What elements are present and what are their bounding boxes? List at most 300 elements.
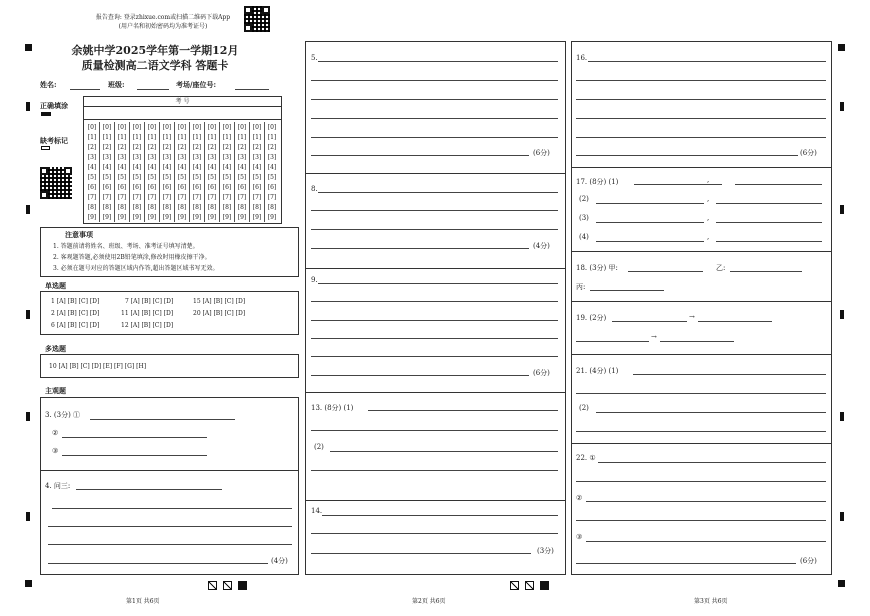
note-item: 3. 必须在题号对应的答题区域内作答,超出答题区域书写无效。 xyxy=(53,265,219,272)
q19-label: 19. (2分) xyxy=(576,314,607,322)
q5-label: 5. xyxy=(311,54,318,62)
side-mark xyxy=(26,102,30,111)
q16-answer-line[interactable] xyxy=(576,99,826,100)
q9-answer-line[interactable] xyxy=(318,283,558,284)
exam-digit-bubble[interactable]: [1] xyxy=(130,132,145,142)
exam-digit-bubble[interactable]: [0] xyxy=(115,122,130,132)
q13-answer-line[interactable] xyxy=(311,430,558,431)
side-mark xyxy=(26,512,30,521)
q21-answer-line[interactable] xyxy=(576,431,826,432)
exam-digit-bubble[interactable]: [1] xyxy=(87,133,97,141)
q3-answer-line[interactable] xyxy=(62,455,207,456)
exam-digit-bubble[interactable]: [7] xyxy=(220,192,235,202)
class-field[interactable] xyxy=(137,89,169,90)
q5-score: (6分) xyxy=(533,149,550,157)
exam-digit-bubble[interactable]: [1] xyxy=(100,132,115,142)
q9-answer-line[interactable] xyxy=(311,301,558,302)
exam-digit-bubble[interactable]: [3] xyxy=(175,152,190,162)
q16-answer-line[interactable] xyxy=(588,61,826,62)
q4-answer-line[interactable] xyxy=(48,544,292,545)
page-number-3: 第3页 共6页 xyxy=(694,598,728,605)
exam-digit-bubble[interactable]: [0] xyxy=(235,122,250,132)
q22-answer-line[interactable] xyxy=(586,501,826,502)
exam-digit-bubble[interactable]: [8] xyxy=(250,202,265,212)
exam-digit-bubble[interactable]: [5] xyxy=(190,172,205,182)
exam-digit-bubble[interactable]: [0] xyxy=(100,122,115,132)
q22-score: (6分) xyxy=(800,557,817,565)
room-field[interactable] xyxy=(235,89,269,90)
exam-digit-bubble[interactable]: [6] xyxy=(190,182,205,192)
q8-label: 8. xyxy=(311,185,318,193)
exam-number-grid xyxy=(83,96,282,224)
exam-digit-bubble[interactable]: [7] xyxy=(145,192,160,202)
exam-digit-bubble[interactable]: [3] xyxy=(250,152,265,162)
q5-answer-line[interactable] xyxy=(311,155,529,156)
side-mark xyxy=(26,310,30,319)
exam-digit-bubble[interactable]: [7] xyxy=(115,192,130,202)
exam-digit-bubble[interactable]: [6] xyxy=(100,182,115,192)
side-mark xyxy=(26,205,30,214)
side-mark xyxy=(26,412,30,421)
exam-digit-bubble[interactable]: [5] xyxy=(145,172,160,182)
exam-digit-row xyxy=(85,132,279,142)
exam-digit-bubble[interactable]: [4] xyxy=(220,162,235,172)
exam-digit-bubble[interactable]: [9] xyxy=(87,213,97,221)
q17-answer-line[interactable] xyxy=(634,184,722,185)
page-marker-box xyxy=(525,581,534,590)
registration-mark xyxy=(25,580,32,587)
exam-digit-bubble[interactable]: [3] xyxy=(190,152,205,162)
exam-digit-bubble[interactable]: [7] xyxy=(205,192,220,202)
q17-label: 17. (8分) (1) xyxy=(576,178,619,186)
exam-digit-bubble[interactable]: [5] xyxy=(205,172,220,182)
q17-sub2-label: (2) xyxy=(579,195,589,203)
exam-digit-bubble[interactable]: [8] xyxy=(160,202,175,212)
exam-digit-bubble[interactable]: [4] xyxy=(235,162,250,172)
exam-digit-bubble[interactable]: [8] xyxy=(190,202,205,212)
exam-digit-bubble[interactable]: [3] xyxy=(160,152,175,162)
exam-digit-bubble[interactable]: [6] xyxy=(250,182,265,192)
q18-answer-line[interactable] xyxy=(628,271,703,272)
exam-digit-bubble[interactable]: [8] xyxy=(145,202,160,212)
side-mark xyxy=(840,412,844,421)
exam-number-write-row[interactable] xyxy=(84,107,281,120)
q3-answer-line[interactable] xyxy=(62,437,207,438)
absent-mark-box[interactable] xyxy=(41,146,50,150)
exam-digit-bubble[interactable]: [7] xyxy=(235,192,250,202)
exam-digit-bubble[interactable]: [8] xyxy=(100,202,115,212)
exam-digit-bubble[interactable]: [6] xyxy=(130,182,145,192)
exam-digit-row xyxy=(85,152,279,162)
exam-digit-bubble[interactable]: [3] xyxy=(205,152,220,162)
exam-digit-bubble[interactable]: [3] xyxy=(115,152,130,162)
q18-yi-label: 乙: xyxy=(716,264,726,272)
q8-answer-line[interactable] xyxy=(318,192,558,193)
exam-digit-bubble[interactable]: [6] xyxy=(235,182,250,192)
q22-answer-line[interactable] xyxy=(576,481,826,482)
page-subtitle: 质量检测高二语文学科 答题卡 xyxy=(81,59,229,72)
q18-bing-label: 丙: xyxy=(576,283,586,291)
exam-digit-bubble[interactable]: [2] xyxy=(190,142,205,152)
q14-label: 14. xyxy=(311,507,323,515)
exam-digit-bubble[interactable]: [4] xyxy=(190,162,205,172)
exam-digit-bubble[interactable]: [3] xyxy=(235,152,250,162)
q16-answer-line[interactable] xyxy=(576,137,826,138)
exam-digit-bubble[interactable]: [1] xyxy=(265,132,280,142)
exam-digit-bubble[interactable]: [4] xyxy=(205,162,220,172)
note-item: 2. 客观题答题,必须使用2B铅笔填涂,修改时用橡皮擦干净。 xyxy=(53,254,211,261)
choice-row[interactable]: 10 [A] [B] [C] [D] [E] [F] [G] [H] xyxy=(49,363,147,370)
exam-digit-bubble[interactable]: [5] xyxy=(265,172,280,182)
exam-digit-bubble[interactable]: [0] xyxy=(87,123,97,131)
notes-title: 注意事项 xyxy=(65,230,93,239)
choice-row[interactable]: 1 [A] [B] [C] [D] xyxy=(51,298,100,305)
exam-digit-bubble[interactable]: [4] xyxy=(100,162,115,172)
exam-digit-bubble[interactable]: [1] xyxy=(220,132,235,142)
q17-answer-line[interactable] xyxy=(596,241,704,242)
side-mark xyxy=(840,205,844,214)
page-title: 余姚中学2025学年第一学期12月 xyxy=(71,44,239,57)
exam-digit-bubble[interactable]: [8] xyxy=(175,202,190,212)
q5-answer-line[interactable] xyxy=(311,99,558,100)
q8-answer-line[interactable] xyxy=(311,210,558,211)
q19-answer-line[interactable] xyxy=(698,321,772,322)
exam-digit-bubble[interactable]: [7] xyxy=(100,192,115,202)
exam-digit-row xyxy=(85,202,279,212)
exam-digit-bubble[interactable]: [5] xyxy=(115,172,130,182)
q19-answer-line[interactable] xyxy=(576,341,649,342)
page-marker-box xyxy=(208,581,217,590)
q17-answer-line[interactable] xyxy=(596,222,704,223)
exam-digit-bubble[interactable]: [5] xyxy=(175,172,190,182)
registration-mark xyxy=(838,580,845,587)
exam-digit-bubble[interactable]: [4] xyxy=(250,162,265,172)
page-marker-box xyxy=(540,581,549,590)
q8-answer-line[interactable] xyxy=(311,229,558,230)
exam-digit-bubble[interactable]: [2] xyxy=(87,143,97,151)
exam-digit-bubble[interactable]: [9] xyxy=(265,212,280,222)
exam-digit-bubble[interactable]: [9] xyxy=(235,212,250,222)
exam-digit-bubble[interactable]: [3] xyxy=(130,152,145,162)
exam-digit-bubble[interactable]: [7] xyxy=(265,192,280,202)
q5-answer-line[interactable] xyxy=(311,80,558,81)
exam-digit-bubble[interactable]: [0] xyxy=(130,122,145,132)
exam-digit-bubble[interactable]: [2] xyxy=(235,142,250,152)
q3-sub3-label: ③ xyxy=(52,447,59,455)
password-notice: (用户名和初始密码均为准考证号) xyxy=(118,23,208,30)
q16-answer-line[interactable] xyxy=(576,80,826,81)
side-mark xyxy=(840,102,844,111)
q4-answer-line[interactable] xyxy=(52,508,292,509)
exam-digit-row xyxy=(85,162,279,172)
exam-digit-bubble[interactable]: [9] xyxy=(130,212,145,222)
exam-digit-bubble[interactable]: [3] xyxy=(100,152,115,162)
exam-digit-bubble[interactable]: [7] xyxy=(160,192,175,202)
registration-mark xyxy=(838,44,845,51)
exam-digit-bubble[interactable]: [2] xyxy=(115,142,130,152)
q17-answer-line[interactable] xyxy=(716,241,822,242)
q17-comma: , xyxy=(707,176,710,184)
exam-digit-bubble[interactable]: [4] xyxy=(175,162,190,172)
exam-digit-bubble[interactable]: [1] xyxy=(190,132,205,142)
q16-answer-line[interactable] xyxy=(576,155,798,156)
q9-answer-line[interactable] xyxy=(311,320,558,321)
answer-column-3 xyxy=(571,41,832,575)
exam-digit-bubble[interactable]: [9] xyxy=(145,212,160,222)
answer-column-2 xyxy=(305,41,566,575)
exam-digit-bubble[interactable]: [5] xyxy=(100,172,115,182)
q14-answer-line[interactable] xyxy=(322,515,558,516)
choice-row[interactable]: 15 [A] [B] [C] [D] xyxy=(193,298,246,305)
subjective-panel-1 xyxy=(40,397,299,575)
exam-digit-bubble[interactable]: [8] xyxy=(115,202,130,212)
q17-comma: , xyxy=(707,214,710,222)
choice-row[interactable]: 11 [A] [B] [C] [D] xyxy=(121,310,174,317)
page-number-2: 第2页 共6页 xyxy=(412,598,446,605)
exam-digit-row xyxy=(85,182,279,192)
exam-digit-bubble[interactable]: [0] xyxy=(145,122,160,132)
exam-digit-bubble[interactable]: [2] xyxy=(130,142,145,152)
q18-answer-line[interactable] xyxy=(730,271,802,272)
q13-label: 13. (8分) (1) xyxy=(311,404,354,412)
exam-digit-bubble[interactable]: [4] xyxy=(115,162,130,172)
page-marker-box xyxy=(510,581,519,590)
exam-digit-bubble[interactable]: [8] xyxy=(87,203,97,211)
q21-answer-line[interactable] xyxy=(596,412,826,413)
exam-digit-bubble[interactable]: [0] xyxy=(190,122,205,132)
q18-label: 18. (3分) 甲: xyxy=(576,264,618,272)
exam-digit-bubble[interactable]: [8] xyxy=(235,202,250,212)
exam-digit-bubble[interactable]: [6] xyxy=(220,182,235,192)
exam-digit-bubble[interactable]: [4] xyxy=(145,162,160,172)
exam-digit-row xyxy=(85,212,279,222)
exam-number-header: 考 号 xyxy=(84,97,281,107)
exam-number-bubbles[interactable] xyxy=(85,122,279,222)
exam-digit-row xyxy=(85,172,279,182)
exam-digit-row xyxy=(85,192,279,202)
exam-digit-bubble[interactable]: [9] xyxy=(250,212,265,222)
q19-arrow: → xyxy=(689,313,695,321)
exam-digit-bubble[interactable]: [6] xyxy=(160,182,175,192)
exam-digit-bubble[interactable]: [9] xyxy=(160,212,175,222)
exam-digit-bubble[interactable]: [7] xyxy=(130,192,145,202)
exam-digit-bubble[interactable]: [2] xyxy=(100,142,115,152)
correct-fill-label: 正确填涂 xyxy=(40,101,68,110)
q17-answer-line[interactable] xyxy=(716,203,822,204)
exam-digit-bubble[interactable]: [7] xyxy=(175,192,190,202)
exam-digit-bubble[interactable]: [0] xyxy=(175,122,190,132)
q19-answer-line[interactable] xyxy=(612,321,687,322)
multi-choice-panel xyxy=(40,354,299,378)
q19-answer-line[interactable] xyxy=(660,341,734,342)
exam-digit-bubble[interactable]: [9] xyxy=(115,212,130,222)
q4-score: (4分) xyxy=(271,557,288,565)
page-number-1: 第1页 共6页 xyxy=(126,598,160,605)
q17-sub4-label: (4) xyxy=(579,233,589,241)
q19-arrow: → xyxy=(651,333,657,341)
side-mark xyxy=(840,310,844,319)
class-label: 班级: xyxy=(108,80,125,89)
q22-answer-line[interactable] xyxy=(576,563,796,564)
page-marker-box xyxy=(238,581,247,590)
q17-answer-line[interactable] xyxy=(596,203,704,204)
q17-comma: , xyxy=(707,195,710,203)
q3-label: 3. (3分) ① xyxy=(45,411,81,419)
exam-digit-bubble[interactable]: [8] xyxy=(220,202,235,212)
single-choice-panel xyxy=(40,291,299,335)
exam-digit-bubble[interactable]: [3] xyxy=(87,153,97,161)
q5-answer-line[interactable] xyxy=(311,137,558,138)
qr-code-icon xyxy=(244,6,270,32)
exam-digit-bubble[interactable]: [1] xyxy=(205,132,220,142)
exam-digit-bubble[interactable]: [9] xyxy=(100,212,115,222)
report-notice: 报告查询: 登录zhixue.com或扫描二维码下载App xyxy=(95,14,231,21)
exam-digit-bubble[interactable]: [0] xyxy=(250,122,265,132)
q22-answer-line[interactable] xyxy=(598,462,826,463)
name-field[interactable] xyxy=(70,89,100,90)
q13-answer-line[interactable] xyxy=(311,470,558,471)
exam-digit-bubble[interactable]: [0] xyxy=(220,122,235,132)
q22-sub3-label: ③ xyxy=(576,533,583,541)
q22-answer-line[interactable] xyxy=(586,541,826,542)
q13-answer-line[interactable] xyxy=(330,451,558,452)
exam-digit-bubble[interactable]: [6] xyxy=(205,182,220,192)
exam-digit-bubble[interactable]: [5] xyxy=(130,172,145,182)
exam-digit-bubble[interactable]: [2] xyxy=(145,142,160,152)
exam-digit-bubble[interactable]: [3] xyxy=(265,152,280,162)
exam-digit-bubble[interactable]: [1] xyxy=(145,132,160,142)
single-choice-title: 单选题 xyxy=(45,281,66,290)
q17-answer-line[interactable] xyxy=(735,184,822,185)
q22-answer-line[interactable] xyxy=(576,520,826,521)
q9-answer-line[interactable] xyxy=(311,356,558,357)
q17-sub3-label: (3) xyxy=(579,214,589,222)
q16-label: 16. xyxy=(576,54,588,62)
q9-answer-line[interactable] xyxy=(311,375,529,376)
exam-digit-bubble[interactable]: [0] xyxy=(265,122,280,132)
name-label: 姓名: xyxy=(40,80,57,89)
registration-mark xyxy=(25,44,32,51)
exam-digit-bubble[interactable]: [5] xyxy=(235,172,250,182)
note-item: 1. 答题前请将姓名、班级、考场、准考证号填写清楚。 xyxy=(53,243,199,250)
side-mark xyxy=(840,512,844,521)
exam-digit-bubble[interactable]: [9] xyxy=(190,212,205,222)
notes-panel xyxy=(40,227,299,277)
exam-digit-bubble[interactable]: [3] xyxy=(145,152,160,162)
q21-answer-line[interactable] xyxy=(576,393,826,394)
q17-comma: , xyxy=(707,233,710,241)
choice-row[interactable]: 6 [A] [B] [C] [D] xyxy=(51,322,100,329)
q21-answer-line[interactable] xyxy=(633,374,826,375)
exam-digit-bubble[interactable]: [4] xyxy=(160,162,175,172)
exam-digit-bubble[interactable]: [5] xyxy=(250,172,265,182)
exam-digit-bubble[interactable]: [9] xyxy=(175,212,190,222)
q14-answer-line[interactable] xyxy=(311,533,558,534)
q4-label: 4. 问三: xyxy=(45,482,71,490)
exam-digit-bubble[interactable]: [6] xyxy=(265,182,280,192)
q9-score: (6分) xyxy=(533,369,550,377)
exam-digit-bubble[interactable]: [2] xyxy=(205,142,220,152)
exam-digit-bubble[interactable]: [8] xyxy=(265,202,280,212)
q9-label: 9. xyxy=(311,276,318,284)
q14-answer-line[interactable] xyxy=(311,553,531,554)
q8-score: (4分) xyxy=(533,242,550,250)
exam-digit-row xyxy=(85,122,279,132)
exam-digit-bubble[interactable]: [4] xyxy=(87,163,97,171)
exam-digit-bubble[interactable]: [8] xyxy=(130,202,145,212)
q21-label: 21. (4分) (1) xyxy=(576,367,619,375)
choice-row[interactable]: 12 [A] [B] [C] [D] xyxy=(121,322,174,329)
correct-fill-sample xyxy=(41,112,51,116)
exam-digit-bubble[interactable]: [5] xyxy=(87,173,97,181)
exam-digit-bubble[interactable]: [0] xyxy=(205,122,220,132)
exam-digit-bubble[interactable]: [1] xyxy=(115,132,130,142)
choice-row[interactable]: 7 [A] [B] [C] [D] xyxy=(125,298,174,305)
exam-digit-bubble[interactable]: [5] xyxy=(220,172,235,182)
exam-digit-bubble[interactable]: [2] xyxy=(220,142,235,152)
q3-answer-line[interactable] xyxy=(90,419,235,420)
exam-digit-bubble[interactable]: [7] xyxy=(87,193,97,201)
page-marker-box xyxy=(223,581,232,590)
exam-digit-bubble[interactable]: [1] xyxy=(235,132,250,142)
q22-sub2-label: ② xyxy=(576,494,583,502)
exam-digit-bubble[interactable]: [1] xyxy=(175,132,190,142)
q9-answer-line[interactable] xyxy=(311,338,558,339)
q13-answer-line[interactable] xyxy=(368,410,558,411)
q21-sub2-label: (2) xyxy=(579,404,589,412)
q5-answer-line[interactable] xyxy=(311,118,558,119)
exam-digit-bubble[interactable]: [5] xyxy=(160,172,175,182)
q4-answer-line[interactable] xyxy=(48,526,292,527)
exam-digit-bubble[interactable]: [2] xyxy=(160,142,175,152)
subjective-title: 主观题 xyxy=(45,386,66,395)
exam-digit-bubble[interactable]: [0] xyxy=(160,122,175,132)
exam-digit-bubble[interactable]: [1] xyxy=(250,132,265,142)
exam-digit-bubble[interactable]: [7] xyxy=(190,192,205,202)
exam-digit-bubble[interactable]: [9] xyxy=(205,212,220,222)
q3-sub2-label: ② xyxy=(52,429,59,437)
exam-digit-bubble[interactable]: [6] xyxy=(115,182,130,192)
choice-row[interactable]: 2 [A] [B] [C] [D] xyxy=(51,310,100,317)
q16-score: (6分) xyxy=(800,149,817,157)
exam-digit-bubble[interactable]: [4] xyxy=(265,162,280,172)
choice-row[interactable]: 20 [A] [B] [C] [D] xyxy=(193,310,246,317)
exam-digit-bubble[interactable]: [2] xyxy=(250,142,265,152)
room-label: 考场/座位号: xyxy=(176,80,217,89)
exam-digit-bubble[interactable]: [2] xyxy=(265,142,280,152)
exam-digit-row xyxy=(85,142,279,152)
exam-digit-bubble[interactable]: [9] xyxy=(220,212,235,222)
exam-digit-bubble[interactable]: [3] xyxy=(220,152,235,162)
q4-answer-line[interactable] xyxy=(48,563,268,564)
q17-answer-line[interactable] xyxy=(716,222,822,223)
exam-digit-bubble[interactable]: [6] xyxy=(145,182,160,192)
q16-answer-line[interactable] xyxy=(576,118,826,119)
q18-answer-line[interactable] xyxy=(590,290,664,291)
exam-digit-bubble[interactable]: [2] xyxy=(175,142,190,152)
exam-digit-bubble[interactable]: [4] xyxy=(130,162,145,172)
q8-answer-line[interactable] xyxy=(311,248,529,249)
q14-score: (3分) xyxy=(537,547,554,555)
exam-digit-bubble[interactable]: [1] xyxy=(160,132,175,142)
exam-digit-bubble[interactable]: [6] xyxy=(175,182,190,192)
exam-digit-bubble[interactable]: [7] xyxy=(250,192,265,202)
exam-digit-bubble[interactable]: [8] xyxy=(205,202,220,212)
q5-answer-line[interactable] xyxy=(318,61,558,62)
exam-digit-bubble[interactable]: [6] xyxy=(87,183,97,191)
q13-sub2-label: (2) xyxy=(314,443,324,451)
q4-answer-line[interactable] xyxy=(76,489,222,490)
